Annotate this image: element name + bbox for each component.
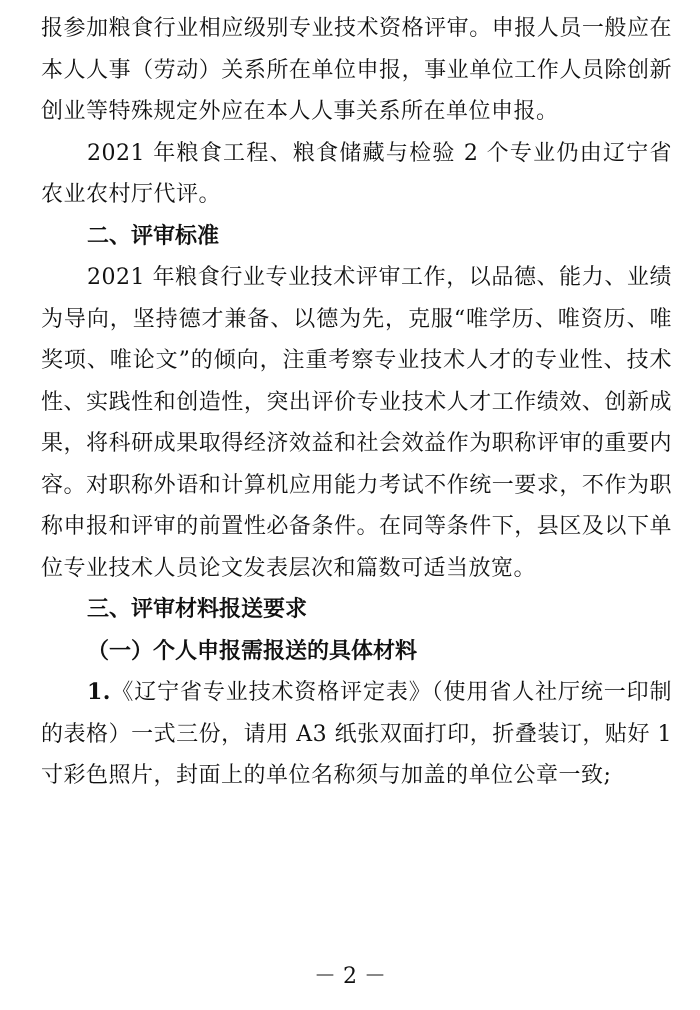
paragraph-review-standards: 2021 年粮食行业专业技术评审工作，以品德、能力、业绩为导向，坚持德才兼备、以德为先，克服“唯学历、唯资历、唯奖项、唯论文”的倾向，注重考察专业技术人才的专业性、技术性、实践性和创造性，突出评价专业技术人才工作绩效、创新成果，将科研成果取得经济效益和社会效益作为职称评审的重要内容。对职称外语和计算机应用能力考试不作统一要求，不作为职称申报和评审的前置性必备条件。在同等条件下，县区及以下单位专业技术人员论文发表层次和篇数可适当放宽。 — [41, 265, 672, 581]
list-item-text: 《辽宁省专业技术资格评定表》（使用省人社厅统一印制的表格）一式三份，请用 A3 纸张双面打印，折叠装订，贴好 1 寸彩色照片，封面上的单位名称须与加盖的单位公章一致; — [41, 680, 672, 788]
subsection-heading-personal-materials: （一）个人申报需报送的具体材料 — [87, 637, 418, 664]
section-heading-review-standards: 二、评审标准 — [87, 223, 220, 249]
paragraph-application-location: 报参加粮食行业相应级别专业技术资格评审。申报人员一般应在本人人事（劳动）关系所在单位申报，事业单位工作人员除创新创业等特殊规定外应在本人人事关系所在单位申报。 — [41, 16, 672, 124]
paragraph-2021-specialties: 2021 年粮食工程、粮食储藏与检验 2 个专业仍由辽宁省农业农村厅代评。 — [41, 140, 672, 207]
page-number: － 2 － — [314, 964, 386, 989]
section-heading-material-requirements: 三、评审材料报送要求 — [87, 597, 308, 622]
list-item-number: 1. — [87, 679, 111, 705]
list-item-evaluation-form — [41, 672, 672, 797]
